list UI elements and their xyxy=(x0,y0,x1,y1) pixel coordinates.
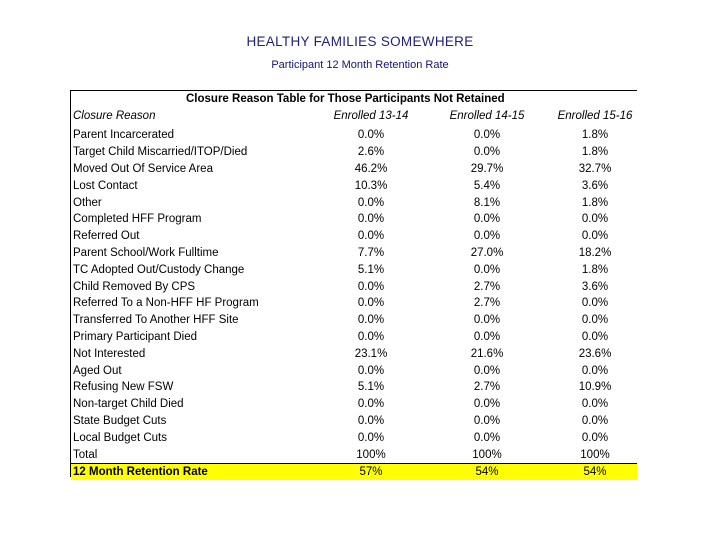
table-body xyxy=(71,127,637,480)
value-14-15: 0.0% xyxy=(473,213,501,226)
value-13-14: 7.7% xyxy=(357,246,385,259)
table-row xyxy=(71,278,637,295)
report-subtitle: Participant 12 Month Retention Rate xyxy=(271,59,449,71)
row-label: Referred Out xyxy=(73,230,140,243)
value-13-14: 0.0% xyxy=(357,230,385,243)
row-label: Transferred To Another HFF Site xyxy=(73,314,239,327)
value-15-16: 0.0% xyxy=(581,431,609,444)
row-label: Parent Incarcerated xyxy=(73,129,175,142)
row-label: State Budget Cuts xyxy=(73,414,167,427)
value-13-14: 0.0% xyxy=(357,196,385,209)
value-15-16: 1.8% xyxy=(581,129,609,142)
row-label: Completed HFF Program xyxy=(73,213,202,226)
value-14-15: 2.7% xyxy=(473,381,501,394)
table-row xyxy=(71,446,637,463)
retention-rate-row xyxy=(71,463,637,480)
value-14-15: 27.0% xyxy=(470,246,504,259)
value-15-16: 0.0% xyxy=(581,364,609,377)
column-header-15-16: Enrolled 15-16 xyxy=(557,110,633,122)
value-13-14: 0.0% xyxy=(357,330,385,343)
table-caption: Closure Reason Table for Those Participants Not Retained xyxy=(186,93,505,105)
value-14-15: 0.0% xyxy=(473,330,501,343)
value-14-15: 0.0% xyxy=(473,398,501,411)
table-row xyxy=(71,345,637,362)
value-13-14: 0.0% xyxy=(357,297,385,310)
value-14-15: 2.7% xyxy=(473,280,501,293)
value-15-16: 18.2% xyxy=(578,246,612,259)
table-row xyxy=(71,312,637,329)
value-15-16: 100% xyxy=(580,448,610,461)
row-label: Lost Contact xyxy=(73,179,138,192)
row-label: Target Child Miscarried/ITOP/Died xyxy=(73,146,248,159)
column-header-reason: Closure Reason xyxy=(73,110,156,122)
value-15-16: 1.8% xyxy=(581,146,609,159)
value-15-16: 23.6% xyxy=(578,347,612,360)
closure-reason-table xyxy=(70,90,637,477)
org-title: HEALTHY FAMILIES SOMEWHERE xyxy=(246,34,474,49)
table-row xyxy=(71,177,637,194)
table-row xyxy=(71,194,637,211)
value-15-16: 10.9% xyxy=(578,381,612,394)
column-header-13-14: Enrolled 13-14 xyxy=(333,110,409,122)
value-13-14: 100% xyxy=(356,448,386,461)
row-label: Parent School/Work Fulltime xyxy=(73,246,219,259)
value-14-15: 0.0% xyxy=(473,129,501,142)
value-15-16: 1.8% xyxy=(581,196,609,209)
table-row xyxy=(71,211,637,228)
value-14-15: 0.0% xyxy=(473,431,501,444)
value-14-15: 2.7% xyxy=(473,297,501,310)
value-13-14: 0.0% xyxy=(357,398,385,411)
table-row xyxy=(71,161,637,178)
value-15-16: 32.7% xyxy=(578,162,612,175)
value-15-16: 0.0% xyxy=(581,414,609,427)
value-15-16: 0.0% xyxy=(581,314,609,327)
value-15-16: 0.0% xyxy=(581,213,609,226)
value-13-14: 0.0% xyxy=(357,414,385,427)
table-row xyxy=(71,245,637,262)
value-15-16: 0.0% xyxy=(581,330,609,343)
table-row xyxy=(71,429,637,446)
row-label: Child Removed By CPS xyxy=(73,280,196,293)
table-row xyxy=(71,362,637,379)
column-header-14-15: Enrolled 14-15 xyxy=(449,110,525,122)
row-label: Refusing New FSW xyxy=(73,381,174,394)
value-14-15: 8.1% xyxy=(473,196,501,209)
value-14-15: 0.0% xyxy=(473,314,501,327)
row-label: Local Budget Cuts xyxy=(73,431,167,444)
value-14-15: 29.7% xyxy=(470,162,504,175)
table-row xyxy=(71,413,637,430)
table-row xyxy=(71,329,637,346)
value-13-14: 0.0% xyxy=(357,431,385,444)
row-label: Not Interested xyxy=(73,347,146,360)
value-14-15: 21.6% xyxy=(470,347,504,360)
table-row xyxy=(71,127,637,144)
value-14-15: 5.4% xyxy=(473,179,501,192)
value-15-16: 3.6% xyxy=(581,179,609,192)
value-13-14: 0.0% xyxy=(357,280,385,293)
value-13-14: 23.1% xyxy=(354,347,388,360)
table-row xyxy=(71,261,637,278)
retention-13-14: 57% xyxy=(359,465,383,478)
value-15-16: 3.6% xyxy=(581,280,609,293)
value-13-14: 0.0% xyxy=(357,213,385,226)
row-label: Aged Out xyxy=(73,364,122,377)
table-row xyxy=(71,379,637,396)
value-13-14: 2.6% xyxy=(357,146,385,159)
value-14-15: 0.0% xyxy=(473,230,501,243)
value-13-14: 5.1% xyxy=(357,381,385,394)
table-row xyxy=(71,144,637,161)
value-15-16: 0.0% xyxy=(581,398,609,411)
value-13-14: 5.1% xyxy=(357,263,385,276)
value-14-15: 100% xyxy=(472,448,502,461)
value-14-15: 0.0% xyxy=(473,414,501,427)
row-label: Other xyxy=(73,196,102,209)
value-13-14: 0.0% xyxy=(357,364,385,377)
value-15-16: 0.0% xyxy=(581,297,609,310)
value-15-16: 1.8% xyxy=(581,263,609,276)
value-13-14: 10.3% xyxy=(354,179,388,192)
row-label: Primary Participant Died xyxy=(73,330,197,343)
retention-15-16: 54% xyxy=(583,465,607,478)
value-13-14: 46.2% xyxy=(354,162,388,175)
table-row xyxy=(71,396,637,413)
value-15-16: 0.0% xyxy=(581,230,609,243)
value-13-14: 0.0% xyxy=(357,314,385,327)
retention-label: 12 Month Retention Rate xyxy=(73,465,208,478)
row-label: Non-target Child Died xyxy=(73,398,184,411)
table-row xyxy=(71,228,637,245)
row-label: Referred To a Non-HFF HF Program xyxy=(73,297,259,310)
table-row xyxy=(71,295,637,312)
value-14-15: 0.0% xyxy=(473,364,501,377)
retention-14-15: 54% xyxy=(475,465,499,478)
row-label: Total xyxy=(73,448,98,461)
row-label: TC Adopted Out/Custody Change xyxy=(73,263,245,276)
value-14-15: 0.0% xyxy=(473,146,501,159)
row-label: Moved Out Of Service Area xyxy=(73,162,213,175)
value-13-14: 0.0% xyxy=(357,129,385,142)
value-14-15: 0.0% xyxy=(473,263,501,276)
